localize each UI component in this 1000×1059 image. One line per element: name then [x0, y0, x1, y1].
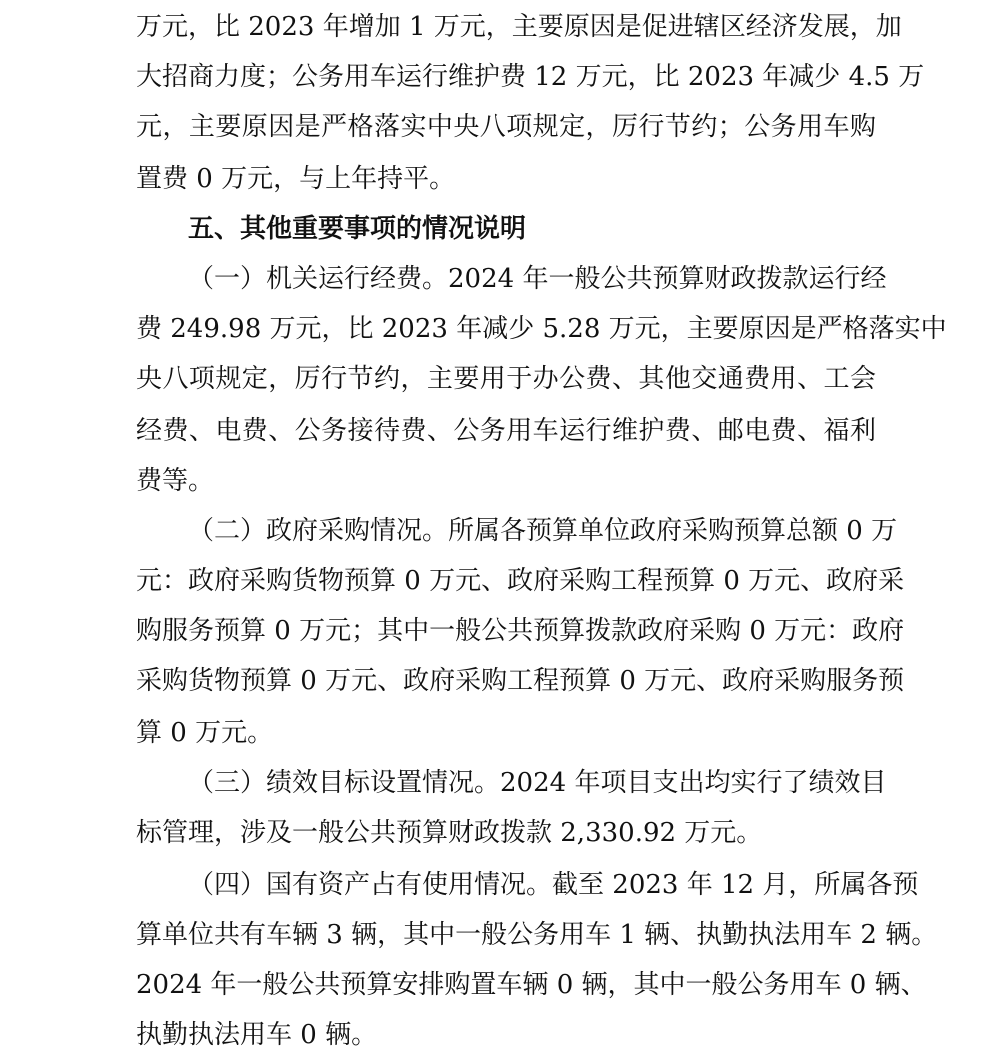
- intro-line-4: 置费 0 万元，与上年持平。: [136, 164, 456, 194]
- item-2-line-2: 元：政府采购货物预算 0 万元、政府采购工程预算 0 万元、政府采: [136, 566, 905, 596]
- item-4-title: （四）国有资产占有使用情况。: [188, 870, 553, 900]
- intro-line-2: 大招商力度；公务用车运行维护费 12 万元，比 2023 年减少 4.5 万: [136, 62, 925, 92]
- item-1-line-4: 经费、电费、公务接待费、公务用车运行维护费、邮电费、福利: [136, 416, 876, 446]
- item-1-line-1: [188, 259, 887, 299]
- item-4-line-3: 2024 年一般公共预算安排购置车辆 0 辆，其中一般公务用车 0 辆、: [136, 970, 927, 1000]
- item-1-title: （一）机关运行经费。: [188, 264, 449, 294]
- item-1-line-2: 费 249.98 万元，比 2023 年减少 5.28 万元，主要原因是严格落实中: [136, 314, 947, 344]
- item-4-line-1: [188, 865, 919, 905]
- item-1-text-1: 2024 年一般公共预算财政拨款运行经: [448, 264, 887, 294]
- item-2-title: （二）政府采购情况。: [188, 516, 449, 546]
- item-3-line-1: [188, 763, 887, 803]
- item-3-title: （三）绩效目标设置情况。: [188, 768, 501, 798]
- item-2-text-1: 所属各预算单位政府采购预算总额 0 万: [448, 516, 898, 546]
- item-2-line-1: [188, 511, 898, 551]
- item-1-line-3: 央八项规定，厉行节约，主要用于办公费、其他交通费用、工会: [136, 364, 876, 394]
- item-3-text-1: 2024 年项目支出均实行了绩效目: [500, 768, 887, 798]
- item-1-line-5: 费等。: [136, 466, 215, 496]
- intro-line-1: 万元，比 2023 年增加 1 万元，主要原因是促进辖区经济发展，加: [136, 12, 902, 42]
- item-2-line-5: 算 0 万元。: [136, 718, 274, 748]
- item-2-line-4: 采购货物预算 0 万元、政府采购工程预算 0 万元、政府采购服务预: [136, 666, 905, 696]
- item-3-line-2: 标管理，涉及一般公共预算财政拨款 2,330.92 万元。: [136, 818, 763, 848]
- item-4-line-4: 执勤执法用车 0 辆。: [136, 1020, 378, 1050]
- item-4-text-1: 截至 2023 年 12 月，所属各预: [552, 870, 919, 900]
- intro-line-3: 元，主要原因是严格落实中央八项规定，厉行节约；公务用车购: [136, 112, 876, 142]
- item-2-line-3: 购服务预算 0 万元；其中一般公共预算拨款政府采购 0 万元：政府: [136, 616, 905, 646]
- section-heading: 五、其他重要事项的情况说明: [188, 214, 527, 244]
- item-4-line-2: 算单位共有车辆 3 辆，其中一般公务用车 1 辆、执勤执法用车 2 辆。: [136, 920, 938, 950]
